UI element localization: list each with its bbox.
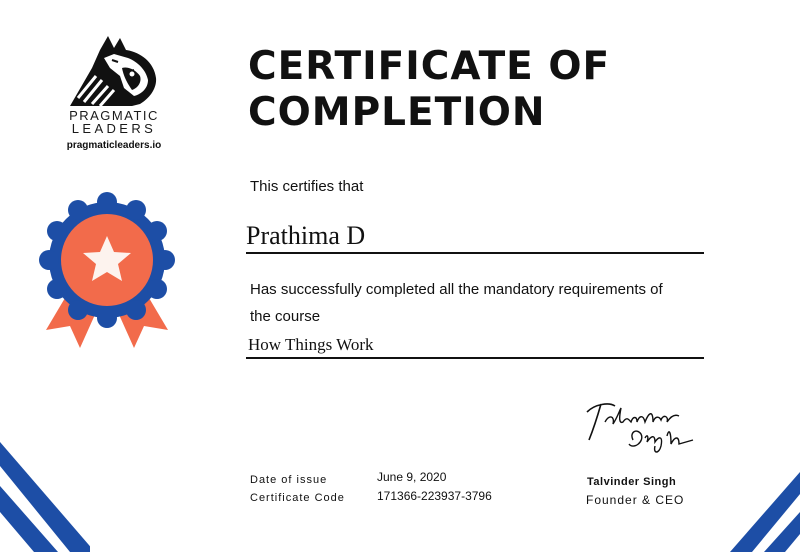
decorative-stripes-right [730, 472, 800, 557]
date-label: Date of issue [250, 474, 328, 486]
brand-name-line1: PRAGMATIC [69, 108, 159, 123]
certificate-title [248, 44, 610, 136]
code-value: 171366-223937-3796 [377, 489, 492, 503]
decorative-stripes-left [0, 442, 90, 557]
signatory-name: Talvinder Singh [587, 476, 677, 488]
signatory-role: Founder & CEO [586, 493, 685, 507]
brand-name-line2: LEADERS [71, 121, 157, 136]
title-line2: COMPLETION [248, 90, 546, 135]
date-value: June 9, 2020 [377, 470, 447, 484]
course-name: How Things Work [248, 335, 374, 354]
recipient-name: Prathima D [246, 221, 366, 250]
completion-text: Has successfully completed all the mandatory requirements of the course [250, 281, 663, 325]
award-ribbon-icon [36, 190, 178, 357]
title-line1: CERTIFICATE OF [248, 44, 611, 89]
recipient-underline [246, 252, 704, 254]
brand-url: pragmaticleaders.io [66, 140, 162, 151]
course-underline [246, 357, 704, 359]
code-label: Certificate Code [250, 492, 345, 504]
signature-image [575, 392, 705, 467]
tiger-head-logo [62, 28, 166, 108]
certifies-text: This certifies that [250, 178, 364, 195]
